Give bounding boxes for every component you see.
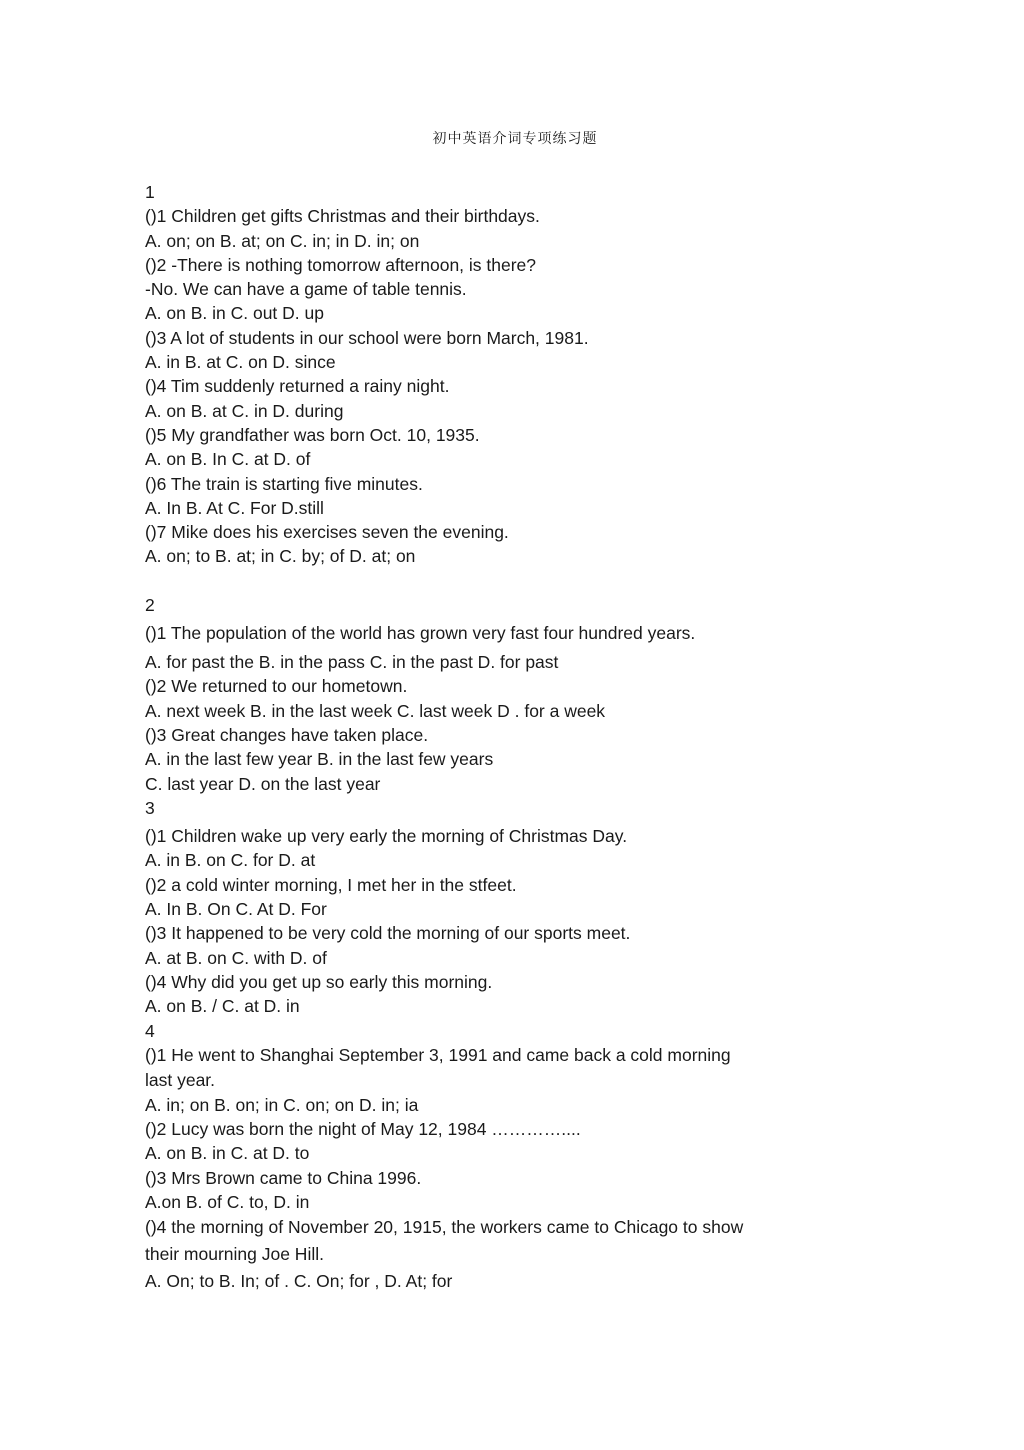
answer-options: A. on B. in C. out D. up (145, 303, 324, 324)
question-line: ()7 Mike does his exercises seven the evening. (145, 522, 509, 543)
question-line: ()2 Lucy was born the night of May 12, 1984 ………….... (145, 1119, 581, 1140)
question-line: ()3 Mrs Brown came to China 1996. (145, 1167, 422, 1188)
answer-options: A. In B. At C. For D.still (145, 497, 324, 518)
section-4 (145, 1019, 745, 1296)
answer-options: A. for past the B. in the pass C. in the past D. for past (145, 652, 559, 673)
question-line: ()1 The population of the world has grown very fast four hundred years. (145, 623, 696, 644)
question-line: ()6 The train is starting five minutes. (145, 473, 423, 494)
question-line: ()1 He went to Shanghai September 3, 1991 and came back a cold morning last year. (145, 1044, 731, 1090)
answer-options: A. in; on B. on; in C. on; on D. in; ia (145, 1094, 419, 1115)
section-3 (145, 796, 745, 1019)
section-number: 1 (145, 182, 155, 202)
answer-options: A. On; to B. In; of . C. On; for , D. At; for (145, 1271, 453, 1292)
section-2 (145, 593, 745, 796)
page-title: 初中英语介词专项练习题 (432, 131, 598, 147)
answer-options: A. on B. In C. at D. of (145, 449, 311, 470)
question-line: ()3 Great changes have taken place. (145, 724, 429, 745)
answer-options: A. next week B. in the last week C. last week D . for a week (145, 700, 606, 721)
question-line: ()3 A lot of students in our school were born March, 1981. (145, 327, 589, 348)
answer-options: A. in B. on C. for D. at (145, 850, 316, 871)
question-line: ()5 My grandfather was born Oct. 10, 1935. (145, 424, 480, 445)
answer-options: A.on B. of C. to, D. in (145, 1191, 310, 1212)
answer-options: A. at B. on C. with D. of (145, 947, 327, 968)
question-line: ()1 Children wake up very early the morning of Christmas Day. (145, 826, 628, 847)
exercise-content (145, 180, 745, 1295)
section-number: 3 (145, 797, 155, 818)
answer-options: A. in B. at C. on D. since (145, 352, 336, 373)
question-line: ()4 Why did you get up so early this morning. (145, 971, 493, 992)
question-line: -No. We can have a game of table tennis. (145, 279, 467, 300)
section-number: 4 (145, 1020, 155, 1041)
answer-options: A. on B. at C. in D. during (145, 400, 344, 421)
section-number: 2 (145, 594, 155, 615)
answer-options: C. last year D. on the last year (145, 773, 381, 794)
question-line: ()4 the morning of November 20, 1915, the workers came to Chicago to show their mourning Joe Hill. (145, 1217, 744, 1265)
answer-options: A. on; to B. at; in C. by; of D. at; on (145, 546, 416, 567)
question-line: ()2 We returned to our hometown. (145, 676, 408, 697)
answer-options: A. In B. On C. At D. For (145, 899, 327, 920)
question-line: ()2 -There is nothing tomorrow afternoon, is there? (145, 254, 537, 275)
answer-options: A. in the last few year B. in the last few years (145, 749, 494, 770)
question-line: ()3 It happened to be very cold the morning of our sports meet. (145, 923, 631, 944)
question-line: ()4 Tim suddenly returned a rainy night. (145, 376, 450, 397)
question-line: ()1 Children get gifts Christmas and their birthdays. (145, 206, 540, 227)
answer-options: A. on; on B. at; on C. in; in D. in; on (145, 230, 420, 251)
answer-options: A. on B. in C. at D. to (145, 1143, 310, 1164)
question-line: ()2 a cold winter morning, I met her in the stfeet. (145, 874, 517, 895)
answer-options: A. on B. / C. at D. in (145, 996, 300, 1017)
section-1 (145, 180, 745, 569)
